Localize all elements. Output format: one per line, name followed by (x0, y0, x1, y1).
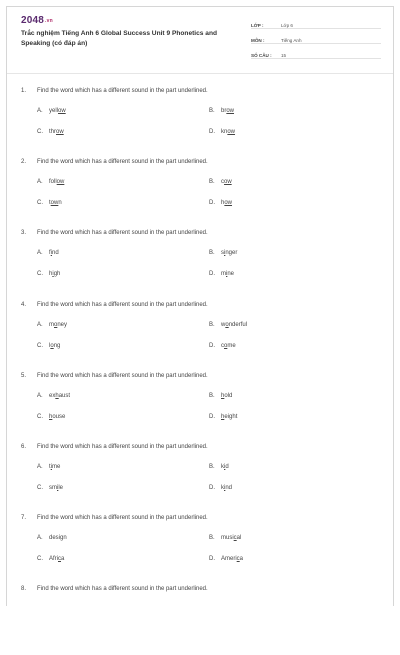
word-underlined: ow (58, 108, 66, 114)
answer-option[interactable] (209, 533, 381, 543)
option-word (221, 179, 232, 185)
answer-option[interactable] (209, 177, 381, 187)
word-prefix: musi (221, 535, 234, 542)
option-letter: C. (37, 342, 43, 349)
answer-option[interactable] (209, 391, 381, 401)
word-underlined: i (57, 484, 59, 491)
question-number: 8. (21, 586, 27, 593)
word-suffix: a (239, 556, 244, 563)
word-prefix: m (221, 271, 226, 278)
question-text (21, 441, 383, 453)
option-letter: B. (209, 108, 215, 114)
question-text (21, 299, 383, 311)
word-underlined: ow (50, 200, 59, 207)
word-underlined: o (54, 321, 58, 328)
option-word (49, 485, 63, 491)
question-item (21, 227, 383, 298)
option-letter: C. (37, 129, 43, 135)
answer-options (37, 106, 383, 137)
question-item (21, 583, 383, 654)
question-number: 6. (21, 443, 27, 450)
option-word (49, 129, 64, 135)
question-text (21, 583, 383, 595)
question-text (21, 512, 383, 524)
word-underlined: ow (224, 179, 232, 186)
option-letter: D. (209, 484, 215, 491)
question-number: 3. (21, 230, 27, 237)
word-suffix: ne (227, 271, 235, 278)
answer-options (37, 533, 383, 564)
question-list (21, 85, 383, 655)
word-suffix: nd (225, 484, 233, 491)
option-word (49, 464, 60, 470)
word-prefix: t (49, 200, 51, 207)
option-letter: D. (209, 413, 215, 420)
answer-option[interactable] (37, 269, 209, 279)
word-underlined: i (224, 484, 226, 491)
option-word (49, 322, 67, 328)
answer-option[interactable] (209, 462, 381, 472)
option-letter: C. (37, 556, 43, 563)
word-suffix: nderful (228, 321, 248, 328)
answer-option[interactable] (209, 248, 381, 258)
option-letter: D. (209, 129, 215, 135)
option-word (221, 393, 232, 399)
meta-value: Lớp 6 (281, 23, 293, 28)
page-title: Trắc nghiệm Tiếng Anh 6 Global Success Unit 9 Phonetics and Speaking (có đáp án) (21, 30, 218, 47)
question-item (21, 370, 383, 441)
word-prefix: design (49, 535, 67, 542)
question-number: 2. (21, 159, 27, 166)
option-word (49, 179, 64, 185)
word-underlined: ow (224, 200, 233, 207)
word-underlined: i (224, 463, 226, 470)
word-suffix: ney (57, 321, 68, 328)
question-item (21, 85, 383, 156)
answer-option[interactable] (37, 412, 209, 422)
answer-option[interactable] (209, 554, 381, 564)
answer-options (37, 320, 383, 351)
word-underlined: ow (56, 179, 65, 186)
word-suffix: al (236, 535, 242, 542)
word-prefix: k (221, 484, 224, 491)
word-suffix: a (61, 556, 65, 563)
question-text (21, 227, 383, 239)
answer-options (37, 177, 383, 208)
word-suffix: nd (52, 250, 59, 257)
option-letter: A. (37, 321, 43, 328)
meta-value: 15 (281, 53, 287, 58)
word-prefix: f (49, 250, 51, 257)
header-divider (7, 73, 393, 74)
word-underlined: o (50, 342, 54, 349)
option-word (49, 556, 64, 562)
word-suffix: ng (53, 342, 61, 349)
word-underlined: ow (227, 129, 236, 135)
answer-option[interactable] (37, 341, 209, 351)
question-prompt: Find the word which has a different sound in the part underlined. (37, 443, 208, 450)
logo-text: 2048 (21, 15, 45, 26)
word-prefix: thr (49, 129, 57, 135)
answer-option[interactable] (37, 483, 209, 493)
option-word (49, 250, 59, 256)
answer-option[interactable] (37, 106, 209, 116)
option-word (221, 414, 237, 420)
word-suffix: gh (53, 271, 61, 278)
word-suffix: ouse (52, 413, 66, 420)
question-item (21, 156, 383, 227)
word-underlined: h (55, 392, 59, 399)
word-underlined: i (52, 271, 54, 278)
meta-label: MÔN : (251, 38, 265, 43)
option-letter: A. (37, 392, 43, 399)
word-prefix: Afri (49, 556, 58, 563)
option-letter: A. (37, 535, 43, 542)
option-letter: C. (37, 413, 43, 420)
word-prefix: h (49, 271, 53, 278)
word-suffix: me (227, 342, 236, 349)
word-prefix: ex (49, 392, 56, 399)
question-text (21, 85, 383, 97)
question-prompt: Find the word which has a different sound in the part underlined. (37, 301, 208, 308)
option-word (49, 200, 62, 206)
word-suffix: le (58, 484, 64, 491)
answer-options (37, 248, 383, 279)
word-suffix: nger (225, 250, 238, 257)
answer-option[interactable] (37, 554, 209, 564)
word-suffix: old (224, 392, 233, 399)
answer-options (37, 462, 383, 493)
option-letter: D. (209, 556, 215, 563)
word-underlined: h (221, 392, 225, 399)
option-letter: D. (209, 342, 215, 349)
word-prefix: l (49, 342, 51, 349)
option-letter: A. (37, 463, 43, 470)
option-letter: C. (37, 271, 43, 278)
word-prefix: c (221, 342, 224, 349)
answer-option[interactable] (37, 198, 209, 208)
word-prefix: w (221, 321, 226, 328)
option-word (221, 343, 236, 349)
answer-option[interactable] (37, 320, 209, 330)
answer-option[interactable] (209, 127, 381, 137)
answer-option[interactable] (37, 127, 209, 137)
answer-option[interactable] (209, 106, 381, 116)
question-prompt: Find the word which has a different sound in the part underlined. (37, 372, 208, 379)
option-word (221, 271, 234, 277)
word-prefix: br (221, 108, 227, 114)
word-suffix: n (58, 200, 62, 207)
option-letter: B. (209, 250, 215, 257)
document-page (6, 6, 394, 606)
word-underlined: o (224, 342, 228, 349)
option-word (221, 108, 234, 114)
answer-option[interactable] (37, 533, 209, 543)
answer-option[interactable] (209, 483, 381, 493)
word-underlined: ow (226, 108, 235, 114)
word-suffix: me (52, 463, 61, 470)
word-prefix: t (49, 463, 51, 470)
word-suffix: aust (58, 392, 71, 399)
option-letter: C. (37, 484, 43, 491)
option-word (221, 250, 237, 256)
word-prefix: h (221, 200, 225, 207)
word-underlined: c (233, 535, 237, 542)
word-underlined: o (225, 321, 229, 328)
option-letter: B. (209, 463, 215, 470)
word-underlined: i (50, 463, 53, 470)
word-underlined: c (236, 556, 240, 563)
question-item (21, 441, 383, 512)
meta-info (251, 17, 381, 62)
question-prompt: Find the word which has a different sound in the part underlined. (37, 586, 208, 593)
answer-option[interactable] (37, 462, 209, 472)
question-prompt: Find the word which has a different sound in the part underlined. (37, 159, 208, 166)
option-word (221, 129, 235, 135)
option-letter: C. (37, 200, 43, 207)
meta-value: Tiếng Anh (281, 38, 302, 43)
word-suffix: d (225, 463, 229, 470)
option-letter: B. (209, 179, 215, 186)
answer-option[interactable] (209, 269, 381, 279)
word-underlined: h (49, 413, 53, 420)
document-header (7, 7, 393, 71)
meta-row-subject (251, 32, 381, 44)
meta-row-count (251, 47, 381, 59)
word-prefix: s (221, 250, 224, 257)
logo-suffix: .vn (45, 18, 53, 24)
word-underlined: c (58, 556, 61, 563)
question-number: 4. (21, 301, 27, 308)
option-letter: B. (209, 321, 215, 328)
option-word (221, 322, 247, 328)
option-letter: B. (209, 392, 215, 399)
option-word (221, 464, 229, 470)
word-prefix: c (221, 179, 224, 186)
question-number: 7. (21, 515, 27, 522)
word-underlined: i (50, 250, 53, 257)
answer-option[interactable] (209, 341, 381, 351)
question-text (21, 156, 383, 168)
option-letter: D. (209, 271, 215, 278)
word-prefix: m (49, 321, 54, 328)
option-word (221, 200, 232, 206)
question-prompt: Find the word which has a different sound in the part underlined. (37, 88, 208, 94)
word-underlined: ow (56, 129, 64, 135)
word-prefix: kn (221, 129, 228, 135)
option-word (49, 271, 60, 277)
option-letter: A. (37, 179, 43, 186)
meta-row-class (251, 17, 381, 29)
question-item (21, 299, 383, 370)
answer-option[interactable] (209, 320, 381, 330)
meta-label: SỐ CÂU : (251, 53, 272, 58)
option-word (49, 414, 65, 420)
question-number: 5. (21, 372, 27, 379)
word-prefix: sm (49, 484, 57, 491)
option-letter: A. (37, 250, 43, 257)
question-item (21, 512, 383, 583)
answer-option[interactable] (37, 248, 209, 258)
word-prefix: Ameri (221, 556, 237, 563)
answer-options (37, 391, 383, 422)
option-word (221, 535, 241, 541)
word-underlined: i (224, 250, 226, 257)
word-underlined: h (221, 413, 225, 420)
answer-option[interactable] (209, 198, 381, 208)
word-prefix: k (221, 463, 224, 470)
answer-option[interactable] (209, 412, 381, 422)
question-text (21, 370, 383, 382)
question-prompt: Find the word which has a different sound in the part underlined. (37, 515, 208, 522)
meta-label: LỚP : (251, 23, 264, 28)
option-word (49, 108, 66, 114)
option-word (221, 556, 243, 562)
answer-option[interactable] (37, 177, 209, 187)
question-prompt: Find the word which has a different sound in the part underlined. (37, 230, 208, 237)
option-letter: A. (37, 108, 43, 114)
answer-option[interactable] (37, 391, 209, 401)
option-word (49, 343, 60, 349)
word-prefix: foll (49, 179, 57, 186)
option-letter: D. (209, 200, 215, 207)
word-underlined: i (226, 271, 228, 278)
question-number: 1. (21, 88, 27, 94)
word-prefix: yell (49, 108, 59, 114)
option-word (49, 535, 67, 541)
option-word (221, 485, 232, 491)
option-letter: B. (209, 535, 215, 542)
option-word (49, 393, 70, 399)
word-suffix: eight (224, 413, 238, 420)
